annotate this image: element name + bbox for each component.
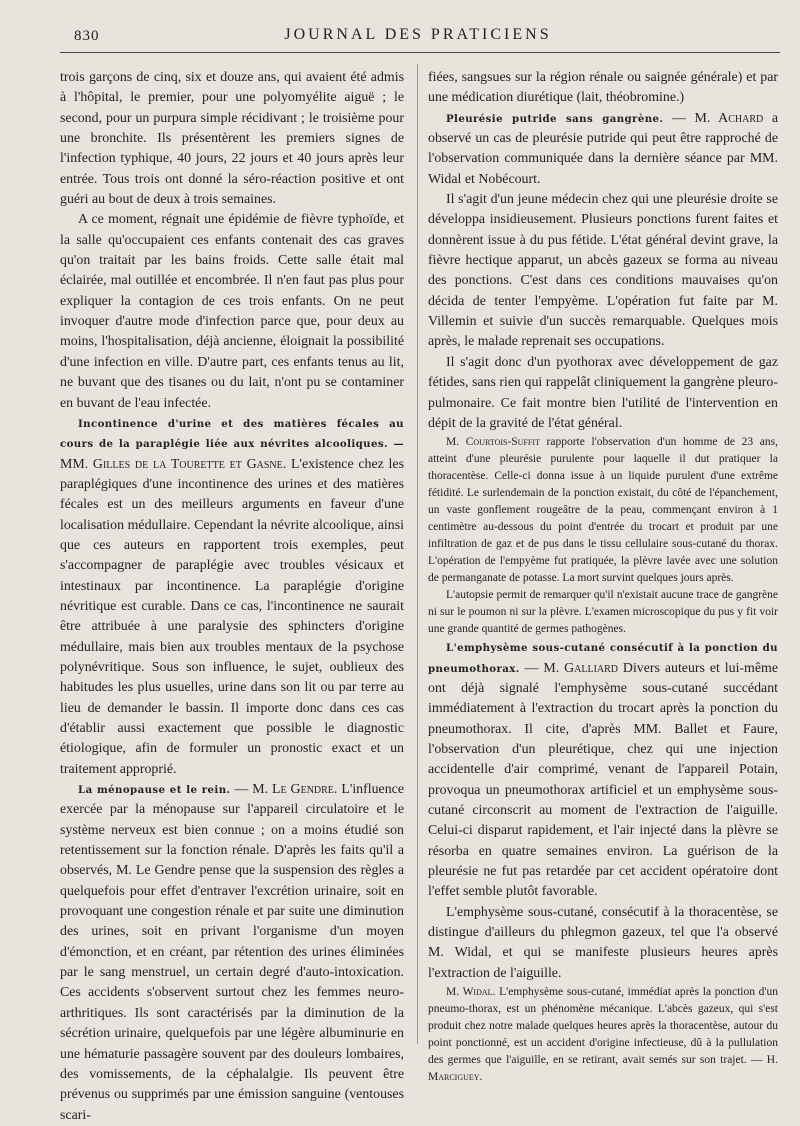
paragraph: Il s'agit d'un jeune médecin chez qui une pleurésie droite se développa insidieusement. Plusieurs ponctions furent faites et donnèrent issue à du pus fétide. L'état général devint grave, la fièvre hectique apparut, un abcès gazeux se forma au niveau des ponctions. C'est dans ces conditions mauvaises qu'on décida de tenter l'empyème. L'opération fut faite par M. Villemin et suivie d'un succès remarquable. Quelques mois après, le malade reprenait ses occupations.	[428, 192, 778, 350]
author-names: — M. Galliard	[519, 660, 619, 676]
column-divider	[417, 64, 418, 1044]
page-number: 830	[74, 28, 100, 44]
author-names: MM. Gilles de la Tourette et Gasne.	[60, 456, 287, 472]
header-rule	[60, 52, 780, 53]
section-heading: L'emphysème sous-cutané consécutif à la ponction du pneumothorax.	[428, 642, 778, 675]
paragraph: L'emphysème sous-cutané, consécutif à la thoracentèse, se distingue d'ailleurs du phlegmon gazeux, tel que l'a observé M. Widal, et qui se manifeste plusieurs heures après l'extraction de l'aiguille.	[428, 904, 778, 981]
paragraph-text: L'existence chez les paraplégiques d'une incontinence des urines et des matières fécales est un des meilleurs arguments en faveur d'une localisation médullaire. Cependant la névrite alcoolique, ainsi que ces auteurs en rapportent trois exemples, peut s'accompagner de paraplégie avec troubles vésicaux et intestinaux par incontinence. La paraplégie d'origine névritique est curable. Dans ce cas, l'incontinence ne saurait être attribuée à une paralysie des sphincters d'origine médullaire, mais bien aux troubles mentaux de la psychose polynévritique. Sous son influence, le sujet, oublieux des habitudes les plus usuelles, urine dans son lit ou par terre au lieu de demander le bassin. Il importe donc dans ces cas d'établir aussi exactement que possible le diagnostic étiologique, afin de formuler un pronostic exact et un traitement approprié.	[60, 456, 404, 777]
section-heading: Incontinence d'urine et des matières fécales au cours de la paraplégie liée aux névrites alcooliques. —	[60, 417, 404, 451]
section-paragraph	[428, 109, 778, 190]
author-names: — M. Le Gendre.	[230, 782, 338, 798]
author-names: — M. Achard	[663, 110, 764, 126]
small-paragraph: L'autopsie permit de remarquer qu'il n'existait aucune trace de gangrène ni sur le poumon ni sur la plèvre. L'examen microscopique du pus y fit voir une grande quantité de germes pathogènes.	[428, 589, 778, 636]
section-heading: Pleurésie putride sans gangrène.	[446, 112, 664, 125]
paragraph: fiées, sangsues sur la région rénale ou saignée générale) et par une médication diurétique (lait, théobromine.)	[428, 70, 778, 106]
right-column	[428, 68, 778, 1086]
section-paragraph	[60, 414, 404, 780]
small-paragraph	[428, 434, 778, 587]
paragraph-text: L'emphysème sous-cutané, immédiat après la ponction d'un pneumo-thorax, est un phénomène mécanique. L'abcès gazeux, qui s'est produit chez notre malade quelques heures après la thoracentèse, autour du point ponctionné, est un accident d'origine infectieuse, dû à la pullulation des germes que l'aiguille, en se retirant, avait semés sur son trajet.	[428, 986, 778, 1067]
page-header	[56, 22, 780, 46]
section-paragraph	[428, 638, 778, 902]
signature: — H. Marciguey.	[428, 1054, 778, 1084]
paragraph: A ce moment, régnait une épidémie de fièvre typhoïde, et la salle qu'occupaient ces enfants contenait des cas graves qu'on traitait par les bains froids. Cette salle était mal éclairée, mal outillée et encombrée. Il n'en faut pas plus pour expliquer la contagion de ces trois enfants. On ne peut invoquer d'autre mode d'infection parce que, pour deux au moins, l'hospitalisation, déjà ancienne, éloignait la possibilité d'une infection en ville. D'autre part, ces enfants tenus au lit, ne buvant que des tisanes ou du lait, n'ont pu se contaminer en buvant de l'eau infectée.	[60, 212, 404, 411]
author-names: M. Courtois-Suffit	[446, 436, 540, 449]
paragraph-text: Divers auteurs et lui-même ont déjà signalé l'emphysème sous-cutané succédant immédiatement à l'extraction du trocart après la ponction du pneumothorax. Il cite, d'après MM. Ballet et Faure, l'observation d'un pleurétique, chez qui une injection accidentelle d'air comprimé, venant de l'appareil Potain, provoqua un pneumothorax artificiel et un emphysème sous-cutané circonscrit au moment de l'extraction de l'aiguille. Celui-ci disparut rapidement, et l'air injecté dans la plèvre se résorba en quatre semaines environ. La guérison de la pleurésie ne fut pas retardée par cet accident opératoire dont l'effet semble plutôt favorable.	[428, 660, 778, 900]
small-paragraph	[428, 984, 778, 1086]
journal-title: JOURNAL DES PRATICIENS	[284, 26, 552, 43]
paragraph: trois garçons de cinq, six et douze ans, qui avaient été admis à l'hôpital, le premier, pour une polyomyélite aiguë ; le second, pour un purpura simple récidivant ; le troisième pour une bronchite. Ils présentèrent les premiers signes de l'infection typhique, 40 jours, 22 jours et 40 jours après leur entrée. Tous trois ont donné la séro-réaction positive et ont guéri au bout de deux à trois semaines.	[60, 70, 404, 208]
paragraph: Il s'agit donc d'un pyothorax avec développement de gaz fétides, sans rien qui rappelât cliniquement la gangrène pleuro-pulmonaire. Ce fait montre bien l'utilité de l'intervention en dépit de la gravité de l'état général.	[428, 354, 778, 431]
section-heading: La ménopause et le rein.	[78, 784, 231, 797]
author-names: M. Widal.	[446, 986, 496, 999]
paragraph-text: a observé un cas de pleurésie putride qui peut être rapproché de l'observation communiquée dans la dernière séance par MM. Widal et Nobécourt.	[428, 110, 779, 187]
paragraph-text: rapporte l'observation d'un homme de 23 ans, atteint d'une pleurésie purulente pour laquelle il dut pratiquer la thoracentèse. Celle-ci donna issue à un liquide purulent d'une extrême fétidité. Le surlendemain de la ponction existait, du côté de l'épanchement, un vaste gonflement rougeâtre de la peau, commençant environ à 1 centimètre au-dessous du point d'entrée du trocart et produit par une infiltration de gaz et de pus dans le tissu cellulaire sous-cutané du thorax. L'opération de l'empyème fut pratiquée, la plèvre lavée avec une solution de permanganate de potasse. La mort survint quelques jours après.	[428, 436, 778, 585]
paragraph-text: L'influence exercée par la ménopause sur l'appareil circulatoire et le système nerveux est bien connue ; on a moins étudié son retentissement sur la fonction rénale. D'après les faits qu'il a observés, M. Le Gendre pense que la suspension des règles a quelquefois pour effet d'entraver l'excrétion urinaire, soit en provoquant une congestion rénale et par suite une diminution des urines, soit en privant l'organisme d'un moyen d'émonction, et en créant, par rétention des urines éliminées par le sang menstruel, un certain degré d'auto-intoxication. Ces accidents s'observent surtout chez les femmes neuro-arthritiques. Ils sont caractérisés par la diminution de la sécrétion urinaire, quelquefois par une légère albuminurie en une hématurie passagère souvent par des douleurs lombaires, des vomissements, de la céphalalgie. Ils peuvent être prévenus ou supprimés par une émission sanguine (ventouses scari-	[60, 782, 404, 1123]
section-paragraph	[60, 780, 404, 1126]
left-column	[60, 68, 404, 1126]
